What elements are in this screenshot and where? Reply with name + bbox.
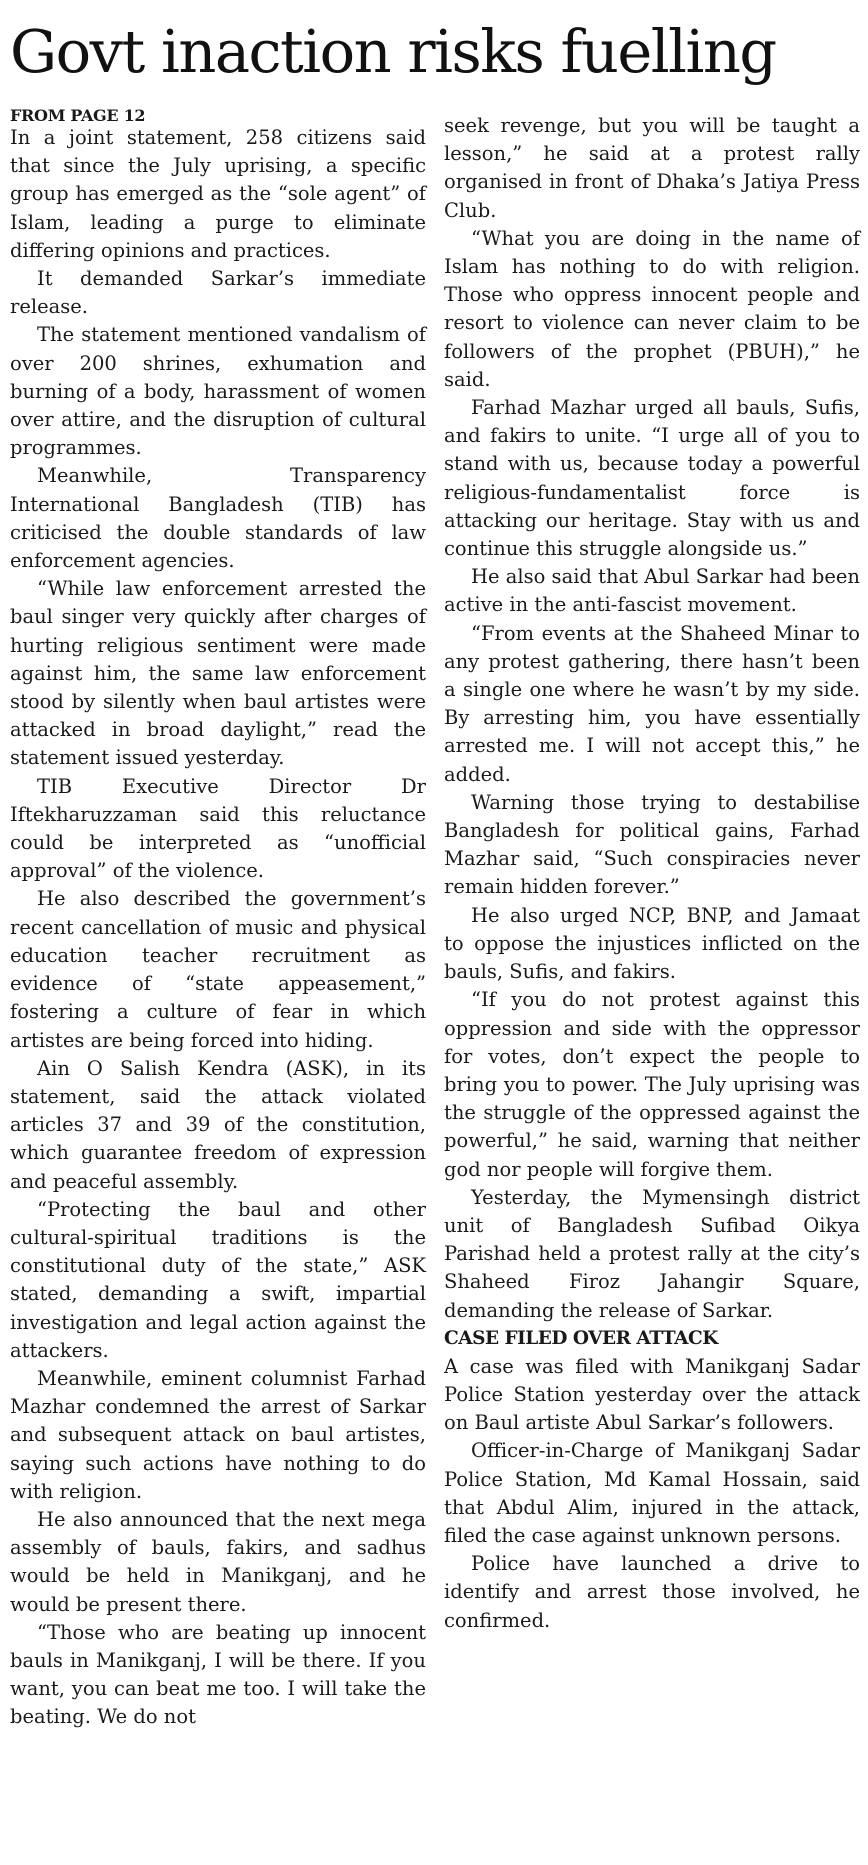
- paragraph: Farhad Mazhar urged all bauls, Sufis, and fakirs to unite. “I urge all of you to stand with us, because today a powerful religious-fundamentalist force is attacking our heritage. Stay with us and continue this struggle alongside us.”: [444, 396, 860, 561]
- paragraph: “Those who are beating up innocent bauls in Manikganj, I will be there. If you want, you can beat me too. I will take the beating. We do not: [10, 1620, 426, 1729]
- paragraph: “While law enforcement arrested the baul singer very quickly after charges of hurting religious sentiment were made against him, the same law enforcement stood by silently when baul artistes were attacked in broad daylight,” read the statement issued yesterday.: [10, 577, 426, 770]
- paragraph: Meanwhile, Transparency International Bangladesh (TIB) has criticised the double standards of law enforcement agencies.: [10, 464, 426, 573]
- paragraph: Ain O Salish Kendra (ASK), in its statement, said the attack violated articles 37 and 39 of the constitution, which guarantee freedom of expression and peaceful assembly.: [10, 1056, 426, 1193]
- subheading: CASE FILED OVER ATTACK: [444, 1327, 718, 1349]
- paragraph: seek revenge, but you will be taught a lesson,” he said at a protest rally organised in front of Dhaka’s Jatiya Press Club.: [444, 114, 860, 222]
- paragraph: “Protecting the baul and other cultural-spiritual traditions is the constitutional duty of the state,” ASK stated, demanding a swift, impartial investigation and legal action against the attackers.: [10, 1197, 426, 1362]
- jump-line: FROM PAGE 12: [10, 106, 146, 125]
- paragraph: He also announced that the next mega assembly of bauls, fakirs, and sadhus would be held in Manikganj, and he would be present there.: [10, 1507, 426, 1616]
- paragraph: He also described the government’s recent cancellation of music and physical education teacher recruitment as evidence of “state appeasement,” fostering a culture of fear in which artistes are being forced into hiding.: [10, 887, 426, 1052]
- paragraph: In a joint statement, 258 citizens said that since the July uprising, a specific group has emerged as the “sole agent” of Islam, leading a purge to eliminate differing opinions and practices.: [10, 126, 426, 262]
- paragraph: TIB Executive Director Dr Iftekharuzzaman said this reluctance could be interpreted as “unofficial approval” of the violence.: [10, 774, 426, 883]
- paragraph: He also urged NCP, BNP, and Jamaat to oppose the injustices inflicted on the bauls, Sufis, and fakirs.: [444, 903, 860, 984]
- paragraph: Yesterday, the Mymensingh district unit of Bangladesh Sufibad Oikya Parishad held a protest rally at the city’s Shaheed Firoz Jahangir Square, demanding the release of Sarkar.: [444, 1185, 860, 1322]
- paragraph: A case was filed with Manikganj Sadar Police Station yesterday over the attack on Baul artiste Abul Sarkar’s followers.: [444, 1354, 860, 1435]
- paragraph: Police have launched a drive to identify and arrest those involved, he confirmed.: [444, 1552, 860, 1632]
- paragraph: Meanwhile, eminent columnist Farhad Mazhar condemned the arrest of Sarkar and subsequent attack on baul artistes, saying such actions have nothing to do with religion.: [10, 1366, 426, 1503]
- article-column-right: [444, 112, 860, 1635]
- paragraph: It demanded Sarkar’s immediate release.: [10, 267, 426, 319]
- headline: Govt inaction risks fuelling: [10, 17, 776, 86]
- paragraph: The statement mentioned vandalism of over 200 shrines, exhumation and burning of a body, harassment of women over attire, and the disruption of cultural programmes.: [10, 323, 426, 460]
- article-column-left: [10, 106, 426, 1732]
- paragraph: He also said that Abul Sarkar had been active in the anti-fascist movement.: [444, 565, 860, 617]
- paragraph: “From events at the Shaheed Minar to any protest gathering, there hasn’t been a single one where he wasn’t by my side. By arresting him, you have essentially arrested me. I will not accept this,” he added.: [444, 621, 860, 786]
- paragraph: Officer-in-Charge of Manikganj Sadar Police Station, Md Kamal Hossain, said that Abdul Alim, injured in the attack, filed the case against unknown persons.: [444, 1439, 860, 1547]
- paragraph: “If you do not protest against this oppression and side with the oppressor for votes, don’t expect the people to bring you to power. The July uprising was the struggle of the oppressed against the powerful,” he said, warning that neither god nor people will forgive them.: [444, 988, 860, 1181]
- paragraph: Warning those trying to destabilise Bangladesh for political gains, Farhad Mazhar said, “Such conspiracies never remain hidden forever.”: [444, 790, 860, 899]
- paragraph: “What you are doing in the name of Islam has nothing to do with religion. Those who oppress innocent people and resort to violence can never claim to be followers of the prophet (PBUH),” he said.: [444, 226, 860, 391]
